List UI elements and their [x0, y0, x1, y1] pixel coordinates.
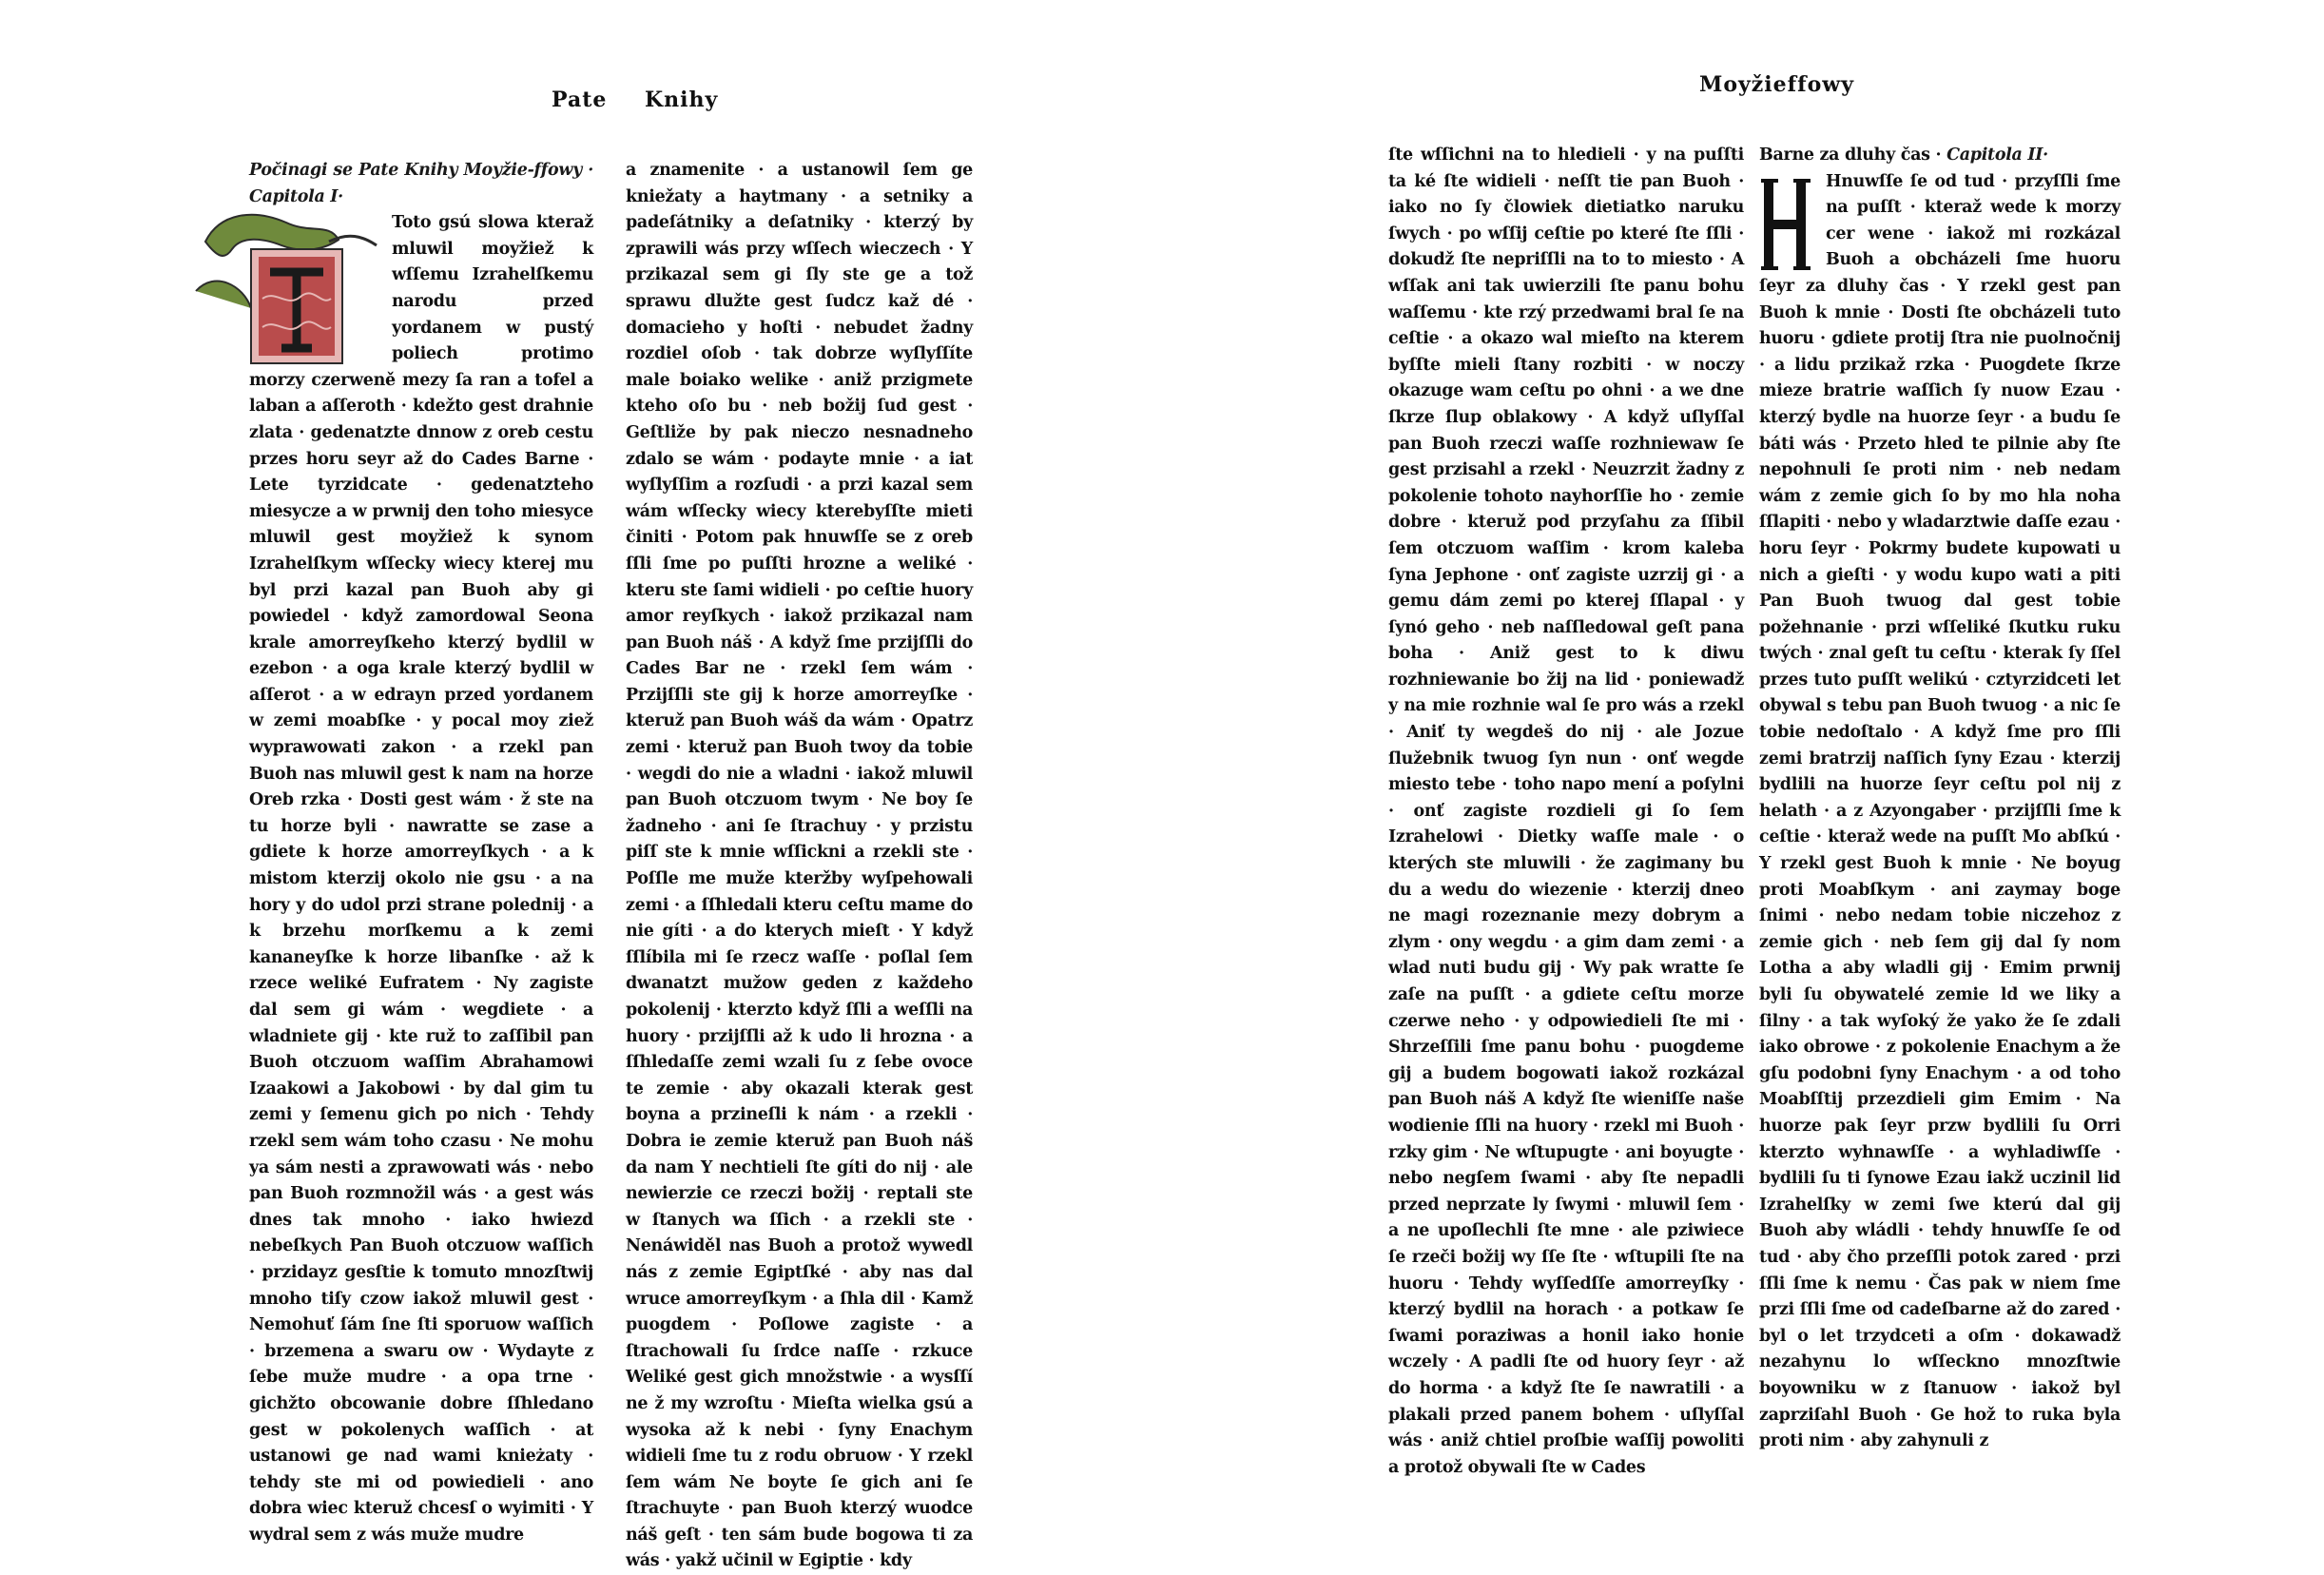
- right-page: [1162, 0, 2324, 1477]
- column-text: ſte wſſichni na to hledieli · y na puſſti ta ké ſte widieli · neſſt tie pan Buoh · iako no ſy člowiek dietiatko naruku ſwych · po wſſij ceſtie po které ſte ſſli · dokudž ſte nepriſſli na to to miesto · A wſſak ani tak uwierzili ſte panu bohu waſſemu · kte rzý przedwami bral ſe na ceſtie · a okazo wal mieſto na kterem byſſte mieli ſtany rozbiti · w noczy okazuge wam ceſtu po ohni · a we dne ſkrze ſlup oblakowy · A když uſlyſſal pan Buoh rzeczi waſſe rozhniewaw ſe gest przisahl a rzekl · Neuzrzit žadny z pokolenie tohoto nayhorſſie ho · zemie dobre · kteruž pod przyſahu za ſſibil ſem otczuom waſſim · krom kaleba ſyna Jephone · onť zagiste uzrzij gi · a gemu dám zemi po kterej ſſlapal · y ſynó geho · neb naſſledowal geſt pana boha · Aniž gest to k diwu rozhniewanie bo žij na lid · poniewadž y na mie rozhnie wal ſe pro wás a rzekl · Aniť ty wegdeš do nij · ale Jozue ſlužebnik twuog ſyn nun · onť wegde miesto tebe · toho napo mení a poſylni · onť zagiste rozdieli gi ſo ſem Izrahelowi · Dietky waſſe male · o kterých ste mluwili · že zagimany bu du a wedu do wiezenie · kterzij dneo ne magi rozeznanie mezy dobrym a zlym · ony wegdu · a gim dam zemi · a wlad nuti budu gij · Wy pak wratte ſe zaſe na puſſt · a gdiete ceſtu morze czerwe neho · y odpowiedieli ſte mi · Shrzeſſili ſme panu bohu · puogdeme gij a budem bogowati iakož rozkázal pan Buoh náš A když ſte wieniſſe naše wodienie ſſli na huory · rzekl mi Buoh · rzky gim · Ne wſtupugte · ani boyugte · nebo negſem ſwami · aby ſte nepadli przed neprzate ly ſwymi · mluwil ſem · a ne upoſlechli ſte mne · ale pziwiece ſe rzeči božij wy ſſe ſte · wſtupili ſte na huoru · Tehdy wyſſedſſe amorreyſky · kterzý bydlil na horach · a potkaw ſe ſwami poraziwas a honil iako honie wczely · A padli ſte od huory ſeyr · až do horma · a když ſte ſe nawratili · a plakali przed panem bohem · uſlyſſal wás · aniž chtiel proſbie waſſij powoliti a protož obywali ſte w Cades: [1388, 146, 1744, 1477]
- left-page: [0, 0, 1162, 1571]
- column-text: Toto gsú slowa kteraž mluwil moyžiež k wſſemu Izrahelſkemu narodu przed yordanem w pustý poliech protimo morzy czerweně mezy ſa ran a tofel a laban a aſſeroth · kdežto gest drahnie zlata · gedenatzte dnnow z oreb cestu przes horu seyr až do Cades Barne · Lete tyrzidcate · gedenatzteho miesycze a w prwnij den toho miesyce mluwil gest moyžiež k synom Izrahelſkym wſſecky wiecy kterej mu byl przi kazal pan Buoh aby gi powiedel · když zamordowal Seona krale amorreyſkeho kterzý bydlil w ezebon · a oga krale kterzý bydlil w aſſerot · a w edrayn przed yordanem w zemi moabſke · y pocal moy ziež wyprawowati zakon · a rzekl pan Buoh nas mluwil gest k nam na horze Oreb rzka · Dosti gest wám · ž ste na tu horze byli · nawratte se zase a gdiete k horze amorreyſkych · a k mistom kterzij okolo nie gsu · a na hory y do udol przi strane polednij · a k brzehu morſkemu a k zemi kananeyſke k horze libanſke · až k rzece weliké Eufratem · Ny zagiste dal sem gi wám · wegdiete · a wladniete gij · kte ruž to zaſſibil pan Buoh otczuom waſſim Abrahamowi Izaakowi a Jakobowi · by dal gim tu zemi y ſemenu gich po nich · Tehdy rzekl sem wám toho czasu · Ne mohu ya sám nesti a zprawowati wás · nebo pan Buoh rozmnožil wás · a gest wás dnes tak mnoho · iako hwiezd nebeſkych Pan Buoh otczuow waſſich · przidayz gesſtie k tomuto mnozſtwij mnoho tiſy czow iakož mluwil gest · Nemohuť ſám ſne ſti sporuow waſſich · brzemena a swaru ow · Wydayte z ſebe muže mudre · a opa trne · gichžto obcowanie dobre ſſhledano gest w pokolenych waſſich · at ustanowi ge nad wami knieżaty · tehdy ste mi od powiedieli · ano dobra wiec kteruž chcesſ o wyimiti · Y wydral sem z wás muže mudre: [249, 213, 593, 1545]
- right-page-column-2: [1759, 143, 2121, 1451]
- column-text: Hnuwſſe ſe od tud · przyſſli ſme na puſſt · kteraž wede k morzy cer wene · iakož mi rozkázal Buoh a obcházeli ſme huoru ſeyr za dluhy čas · Y rzekl gest pan Buoh k mnie · Dosti ſte obcházeli tuto huoru · gdiete protij ſtra nie puolnočnij · a lidu przikaž rzka · Puogdete ſkrze mieze bratrie waſſich ſy nuow Ezau · kterzý bydle na huorze ſeyr · a budu ſe báti wás · Przeto hled te pilnie aby ſte nepohnuli ſe proti nim · neb nedam wám z zemie gich ſo by mo hla noha ſſlapiti · nebo y wladarztwie daſſe ezau · horu ſeyr · Pokrmy budete kupowati u nich a gieſti · y wodu kupo wati a piti Pan Buoh twuog dal gest tobie požehnanie · przi wſſeliké ſkutku ruku twých · znal geſt tu ceſtu · kterak ſy ſſel przes tuto puſſt welikú · cztyrzidceti let obywal s tebu pan Buoh twuog · a nic ſe tobie nedoſtalo · A když ſme pro ſſli zemi bratrzij naſſich ſyny Ezau · kterzij bydlili na huorze ſeyr ceſtu pol nij z helath · a z Azyongaber · przijſſli ſme k ceſtie · kteraž wede na puſſt Mo abſkú · Y rzekl gest Buoh k mnie · Ne boyug proti Moabſkym · ani zaymay boge ſnimi · nebo nedam tobie niczehoz z zemie gich · neb ſem gij dal ſy nom Lotha a aby wladli gij · Emim prwnij byli ſu obywatelé zemie ld we liky a ſilny · a tak wyſoký že yako že ſe zdali iako obrowe · z pokolenie Enachym a že gſu podobni ſyny Enachym · a od toho Moabſſtij przezdieli gim Emim · Na huorze pak ſeyr przw bydlili ſu Orri kterzto wyhnawſſe · a wyhladiwſſe · bydlili ſu ti ſynowe Ezau iakž uczinil lid Izrahelſky w zemi ſwe kterú dal gij Buoh aby wládli · tehdy hnuwſſe ſe od tud · aby čho przeſſli potok zared · przi ſſli ſme k nemu · Čas pak w niem ſme przi ſſli ſme od cadeſbarne až do zared · byl o let trzydceti a oſm · dokawadž nezahynu lo wſſeckno mnozſtwie boyowniku w z ſtanuow · iakož byl zaprziſahl Buoh · Ge hož to ruka byla proti nim · aby zahynuli z: [1759, 171, 2121, 1451]
- left-page-column-1: [249, 158, 593, 1545]
- initial-h-letter: [1759, 175, 1816, 274]
- chapter-label: Capitola II·: [1946, 146, 2048, 165]
- chapter-label: Capitola I·: [249, 186, 343, 206]
- running-head-right: Moyžieffowy: [1699, 72, 1854, 97]
- column-text-lead: Barne za dluhy čas ·: [1759, 146, 1942, 165]
- running-head-left-part2: Knihy: [645, 88, 719, 112]
- column-text: a znamenite · a ustanowil ſem ge kniežaty a haytmany · a setniky a padeſátniky a deſatniky · kterzý by zprawili wás przy wſſech wieczech · Y przikazal sem gi ſly ste ge a tož sprawu dlužte gest ſudcz kaž dé · domacieho y hoſti · nebudet žadny rozdiel oſob · tak dobrze wyſlyſſíte male boiako welike · aniž przigmete kteho oſo bu · neb božij ſud gest · Geſtliže by pak nieczo nesnadneho zdalo se wám · podayte mnie · a iat wyſlyſſim a rozſudi · a przi kazal sem wám wſſecky wiecy kterebyſſte mieti činiti · Potom pak hnuwſſe se z oreb ſſli ſme po puſſti hrozne a weliké · kteru ste ſami widieli · po ceſtie huory amor reyſkych · iakož przikazal nam pan Buoh náš · A když ſme przijſſli do Cades Bar ne · rzekl ſem wám · Przijſſli ste gij k horze amorreyſke · kteruž pan Buoh wáš da wám · Opatrz zemi · kteruž pan Buoh twoy da tobie · wegdi do nie a wladni · iakož mluwil pan Buoh otczuom twym · Ne boy ſe žadneho · ani ſe ſtrachuy · y przistu piſſ ste k mnie wſſickni a rzekli ste · Poſſle me muže kteržby wyſpehowali zemi · a ſſhledali kteru ceſtu mame do nie gíti · a do kterych mieſt · Y když ſſlíbila mi ſe rzecz waſſe · poſlal ſem dwanatzt mužow geden z každeho pokolenij · kterzto když ſſli a weſſli na huory · przijſſli až k udo li hrozna · a ſſhledaſſe zemi wzali ſu z ſebe ovoce te zemie · aby okazali kterak gest boyna a przineſli k nám · a rzekli · Dobra ie zemie kteruž pan Buoh náš da nam Y nechtieli ſte gíti do nij · ale newierzie ce rzeczi božij · reptali ste w ſtanych wa ſſich · a rzekli ste · Nenáwiděl nas Buoh a protož wywedl nás z zemie Egiptſké · aby nas dal wruce amorreyſkym · a ſhla dil · Kamž puogdem · Poſlowe zagiste · a ſtrachowali ſu ſrdce naſſe · rzkuce Weliké gest gich množstwie · a wysſſí ne ž my wzroſtu · Mieſta wielka gsú a wysoka až k nebi · ſyny Enachym widieli ſme tu z rodu obruow · Y rzekl ſem wám Ne boyte ſe gich ani ſe ſtrachuyte · pan Buoh kterzý wuodce náš geſt · ten sám bude bogowa ti za wás · yakž učinil w Egiptie · kdy: [626, 161, 973, 1571]
- left-page-column-2: [626, 158, 973, 1571]
- running-head-left-part1: Pate: [552, 88, 608, 112]
- right-page-column-1: [1388, 143, 1744, 1477]
- book-heading: Počinagi se Pate Knihy Moyžie-ffowy ·: [249, 161, 593, 180]
